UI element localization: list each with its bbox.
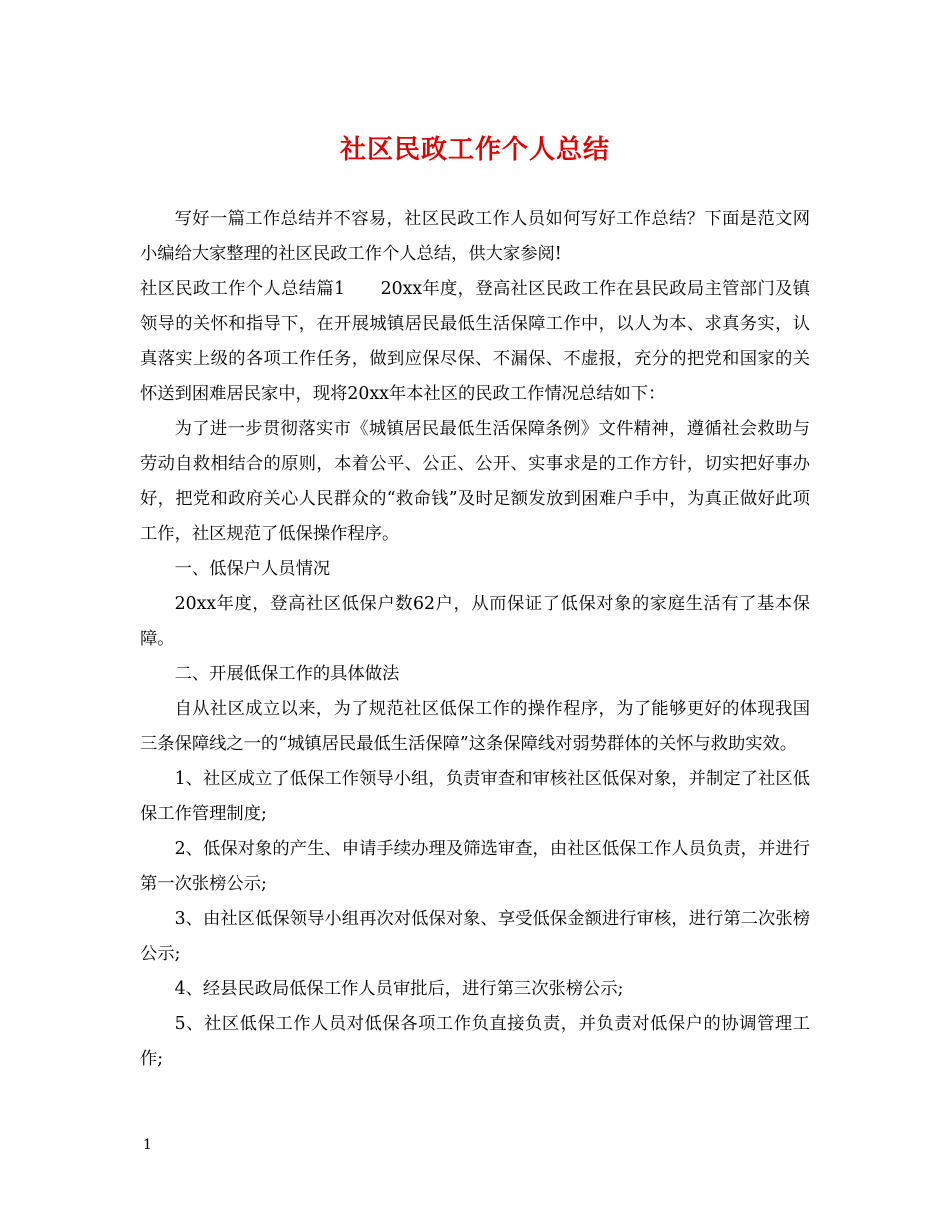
list-item-3: 3、由社区低保领导小组再次对低保对象、享受低保金额进行审核，进行第二次张榜公示; <box>140 909 810 964</box>
paragraph-policy: 为了进一步贯彻落实市《城镇居民最低生活保障条例》文件精神，遵循社会救助与劳动自救相结合的原则，本着公平、公正、公开、实事求是的工作方针，切实把好事办好，把党和政府关心人民群众的“救命钱”及时足额发放到困难户手中，为真正做好此项工作，社区规范了低保操作程序。 <box>140 419 810 544</box>
paragraph-intro: 写好一篇工作总结并不容易，社区民政工作人员如何写好工作总结？下面是范文网小编给大家整理的社区民政工作个人总结，供大家参阅! <box>140 209 810 264</box>
paragraph-methods-intro: 自从社区成立以来，为了规范社区低保工作的操作程序，为了能够更好的体现我国三条保障线之一的“城镇居民最低生活保障”这条保障线对弱势群体的关怀与救助实效。 <box>140 699 810 754</box>
page-number: 1 <box>143 1137 152 1153</box>
heading-low-income-status: 一、低保户人员情况 <box>174 559 331 579</box>
document-title: 社区民政工作个人总结 <box>339 135 610 165</box>
paragraph-section-1-opening: 社区民政工作个人总结篇1 20xx年度，登高社区民政工作在县民政局主管部门及镇领导的关怀和指导下，在开展城镇居民最低生活保障工作中，以人为本、求真务实，认真落实上级的各项工作任务，做到应保尽保、不漏保、不虚报，充分的把党和国家的关怀送到困难居民家中，现将20xx年本社区的民政工作情况总结如下： <box>140 279 810 404</box>
list-item-2: 2、低保对象的产生、申请手续办理及筛选审查，由社区低保工作人员负责，并进行第一次张榜公示; <box>140 839 810 894</box>
list-item-5: 5、社区低保工作人员对低保各项工作负直接负责，并负责对低保户的协调管理工作; <box>140 1014 810 1069</box>
list-item-1: 1、社区成立了低保工作领导小组，负责审查和审核社区低保对象，并制定了社区低保工作管理制度; <box>140 769 810 824</box>
heading-specific-methods: 二、开展低保工作的具体做法 <box>174 664 400 684</box>
list-item-4: 4、经县民政局低保工作人员审批后，进行第三次张榜公示; <box>174 979 624 999</box>
document-body <box>140 202 810 1077</box>
paragraph-low-income-count: 20xx年度，登高社区低保户数62户，从而保证了低保对象的家庭生活有了基本保障。 <box>140 594 810 649</box>
